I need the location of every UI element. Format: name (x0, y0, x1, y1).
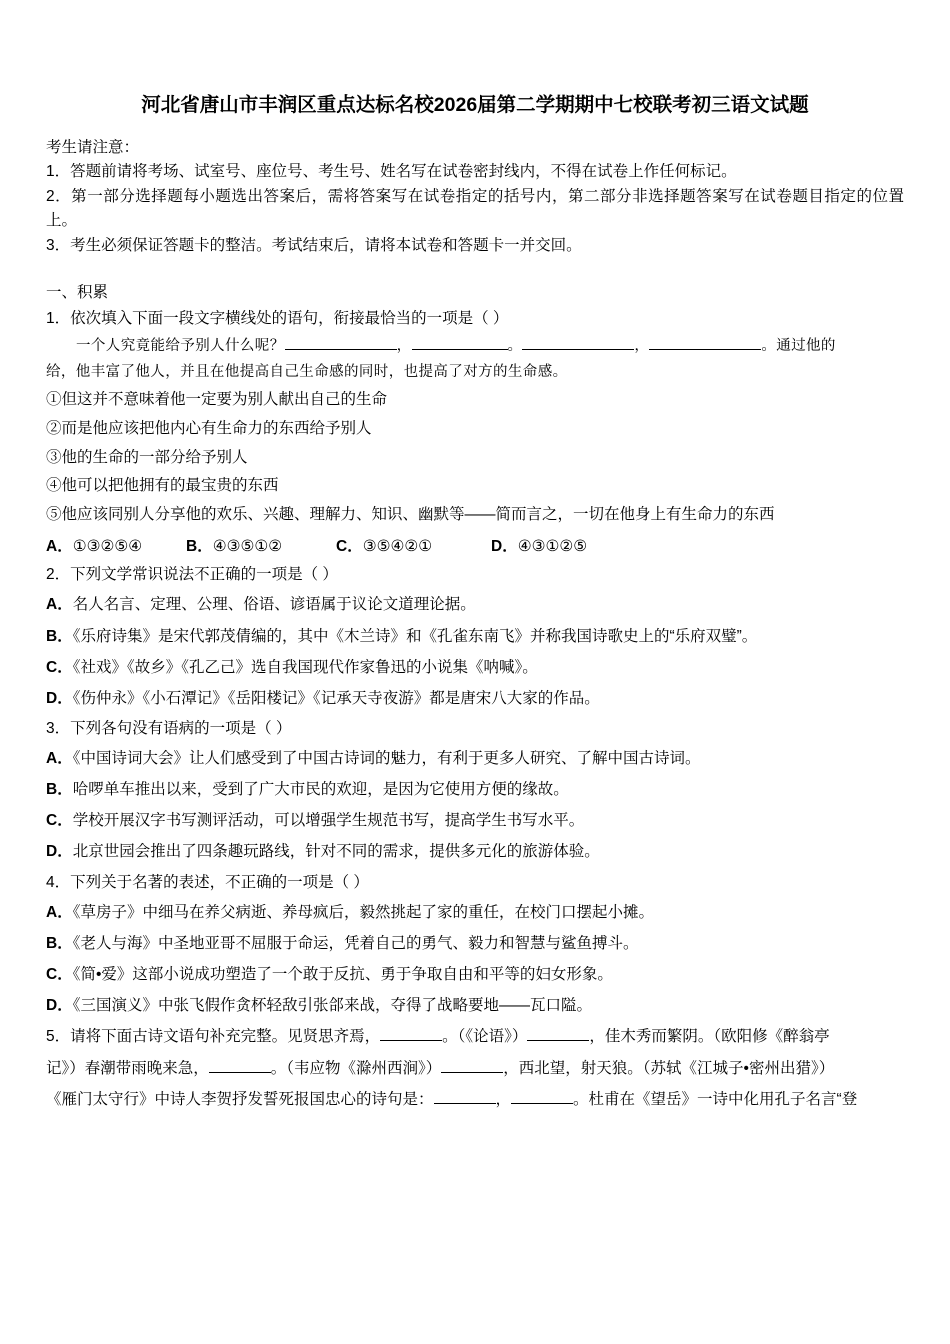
q3-option-b[interactable]: B．哈啰单车推出以来，受到了广大市民的欢迎，是因为它使用方便的缘故。 (46, 781, 569, 799)
q1-option-d[interactable]: D．④③①②⑤ (491, 537, 588, 555)
q5-blank-4 (441, 1057, 503, 1073)
q1-item-5: ⑤他应该同别人分享他的欢乐、兴趣、理解力、知识、幽默等——简而言之，一切在他身上有生命力的东西 (46, 505, 775, 523)
q2-option-d[interactable]: D．《伤仲永》《小石潭记》《岳阳楼记》《记承天寺夜游》都是唐宋八大家的作品。 (46, 689, 600, 707)
q1-blank-3 (522, 336, 634, 351)
q1-option-a[interactable]: A．①③②⑤④ (46, 537, 143, 555)
q2-option-b[interactable]: B．《乐府诗集》是宋代郭茂倩编的，其中《木兰诗》和《孔雀东南飞》并称我国诗歌史上的“乐府双璧”。 (46, 627, 758, 645)
q4-option-d[interactable]: D．《三国演义》中张飞假作贪杯轻敌引张郃来战，夺得了战略要地——瓦口隘。 (46, 997, 592, 1014)
q1-passage-part-b: ， (396, 338, 412, 355)
question-5-line-1 (46, 1023, 904, 1051)
q1-passage-part-e: 。通过他的 (761, 338, 836, 355)
q5-blank-6 (511, 1089, 573, 1105)
q5-blank-1 (380, 1025, 442, 1041)
q5-blank-3 (209, 1057, 271, 1073)
q5-text-2a: 记》）春潮带雨晚来急， (46, 1059, 209, 1077)
question-1-options (46, 535, 904, 560)
notice-heading: 考生请注意： (46, 139, 140, 157)
question-1-passage-tail: 给，他丰富了他人，并且在他提高自己生命感的同时，也提高了对方的生命感。 (46, 363, 568, 380)
q2-option-a[interactable]: A．名人名言、定理、公理、俗语、谚语属于议论文道理论据。 (46, 596, 476, 614)
q1-passage-part-d: ， (634, 338, 650, 355)
q5-text-3c: 。杜甫在《望岳》一诗中化用孔子名言“登 (573, 1091, 858, 1109)
question-4-stem: 4．下列关于名著的表述，不正确的一项是（ ） (46, 873, 369, 891)
q4-option-b[interactable]: B．《老人与海》中圣地亚哥不屈服于命运，凭着自己的勇气、毅力和智慧与鲨鱼搏斗。 (46, 934, 639, 952)
q1-item-4: ④他可以把他拥有的最宝贵的东西 (46, 477, 279, 495)
notice-line-2: 2．第一部分选择题每小题选出答案后，需将答案写在试卷指定的括号内，第二部分非选择题答案写在试卷题目指定的位置上。 (46, 188, 904, 230)
q2-option-c[interactable]: C．《社戏》《故乡》《孔乙己》选自我国现代作家鲁迅的小说集《呐喊》。 (46, 658, 538, 676)
q1-option-c[interactable]: C．③⑤④②① (336, 537, 433, 555)
q5-blank-5 (434, 1089, 496, 1105)
question-1-stem: 1．依次填入下面一段文字横线处的语句，衔接最恰当的一项是（ ） (46, 310, 509, 328)
q5-text-3a: 《雁门太守行》中诗人李贺抒发誓死报国忠心的诗句是： (46, 1091, 434, 1109)
q1-option-b[interactable]: B．④③⑤①② (186, 537, 283, 555)
q5-text-2b: 。（韦应物《滁州西涧》） (270, 1059, 442, 1077)
q1-item-3: ③他的生命的一部分给予别人 (46, 448, 248, 466)
q1-blank-2 (412, 336, 508, 351)
q1-blank-4 (649, 336, 761, 351)
q4-option-c[interactable]: C．《简•爱》这部小说成功塑造了一个敢于反抗、勇于争取自由和平等的妇女形象。 (46, 965, 613, 983)
notice-line-3: 3．考生必须保证答题卡的整洁。考试结束后，请将本试卷和答题卡一并交回。 (46, 237, 582, 255)
q5-text-2c: ，西北望，射天狼。（苏轼《江城子•密州出猎》） (503, 1059, 835, 1077)
q5-text-1c: ，佳木秀而繁阴。（欧阳修《醉翁亭 (589, 1028, 830, 1046)
q5-text-1a: 5．请将下面古诗文语句补充完整。见贤思齐焉， (46, 1028, 381, 1046)
question-5-line-3 (46, 1086, 904, 1114)
q3-option-a[interactable]: A．《中国诗词大会》让人们感受到了中国古诗词的魅力，有利于更多人研究、了解中国古诗词。 (46, 750, 701, 768)
q1-passage-part-c: 。 (507, 338, 523, 355)
question-1-passage (46, 334, 904, 359)
q4-option-a[interactable]: A．《草房子》中细马在养父病逝、养母疯后，毅然挑起了家的重任，在校门口摆起小摊。 (46, 903, 654, 921)
q5-text-3b: ， (495, 1091, 512, 1109)
q5-blank-2 (527, 1025, 589, 1041)
q1-passage-part-a: 一个人究竟能给予别人什么呢？ (76, 338, 285, 355)
notice-line-1: 1．答题前请将考场、试室号、座位号、考生号、姓名写在试卷密封线内，不得在试卷上作任何标记。 (46, 163, 737, 181)
q5-text-1b: 。（《论语》） (442, 1028, 528, 1046)
question-3-stem: 3．下列各句没有语病的一项是（ ） (46, 719, 292, 737)
question-2-stem: 2．下列文学常识说法不正确的一项是（ ） (46, 566, 338, 584)
q3-option-c[interactable]: C．学校开展汉字书写测评活动，可以增强学生规范书写，提高学生书写水平。 (46, 812, 585, 830)
q1-blank-1 (285, 336, 397, 351)
page-title: 河北省唐山市丰润区重点达标名校2026届第二学期期中七校联考初三语文试题 (141, 94, 809, 116)
q1-item-2: ②而是他应该把他内心有生命力的东西给予别人 (46, 419, 372, 437)
q1-item-1: ①但这并不意味着他一定要为别人献出自己的生命 (46, 391, 388, 409)
q3-option-d[interactable]: D．北京世园会推出了四条趣玩路线，针对不同的需求，提供多元化的旅游体验。 (46, 843, 600, 861)
section-title-accumulation: 一、积累 (46, 284, 109, 302)
question-5-line-2 (46, 1055, 904, 1083)
